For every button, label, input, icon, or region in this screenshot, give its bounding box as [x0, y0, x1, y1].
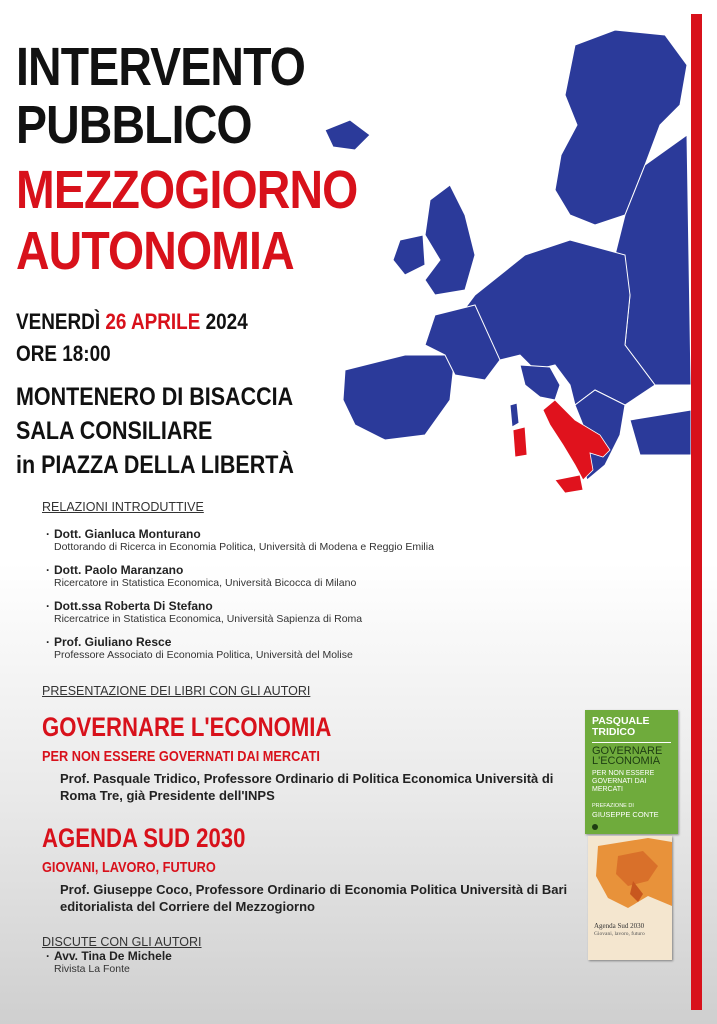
speaker-name: Dott. Gianluca Monturano: [54, 527, 201, 541]
title-line-2: PUBBLICO: [16, 95, 252, 155]
cover1-preface-label: PREFAZIONE DI: [592, 803, 634, 809]
europe-map: [325, 25, 691, 495]
book-2-subtitle: GIOVANI, LAVORO, FUTURO: [42, 859, 216, 876]
book-1-subtitle: PER NON ESSERE GOVERNATI DAI MERCATI: [42, 748, 320, 765]
speaker-desc: Ricercatrice in Statistica Economica, Università Sapienza di Roma: [54, 613, 363, 625]
event-venue: SALA CONSILIARE: [16, 417, 213, 445]
cover1-title: GOVERNARE L'ECONOMIA: [592, 745, 663, 767]
red-vertical-bar: [691, 14, 702, 1010]
speaker-name: Dott. Paolo Maranzano: [54, 563, 184, 577]
cover2-title: Agenda Sud 2030: [594, 922, 645, 930]
publisher-logo-icon: [592, 824, 598, 830]
map-turkey: [630, 410, 691, 455]
discussant-item: · Avv. Tina De Michele Rivista La Fonte: [46, 949, 172, 975]
event-city: MONTENERO DI BISACCIA: [16, 383, 294, 411]
cover1-subtitle: PER NON ESSERE GOVERNATI DAI MERCATI: [592, 770, 655, 793]
book-1-title: GOVERNARE L'ECONOMIA: [42, 712, 332, 742]
speaker-name: Prof. Giuliano Resce: [54, 635, 172, 649]
title-line-1: INTERVENTO: [16, 37, 306, 97]
relazioni-heading: RELAZIONI INTRODUTTIVE: [42, 500, 204, 514]
cover2-subtitle: Giovani, lavoro, futuro: [594, 931, 645, 937]
cover1-divider: [592, 742, 671, 743]
cover1-author: PASQUALE TRIDICO: [592, 715, 650, 738]
speaker-desc: Professore Associato di Economia Politica, Università del Molise: [54, 649, 353, 661]
book-2-title: AGENDA SUD 2030: [42, 823, 246, 853]
speaker-name: Dott.ssa Roberta Di Stefano: [54, 599, 213, 613]
book-1-author: Prof. Pasquale Tridico, Professore Ordinario di Politica Economica Università di Roma Tre, già Presidente dell'INPS: [60, 771, 554, 803]
speaker-item: · Dott.ssa Roberta Di Stefano Ricercatrice in Statistica Economica, Università Sapienza di Roma: [46, 599, 363, 625]
title-line-3: MEZZOGIORNO: [16, 160, 358, 220]
speaker-desc: Dottorando di Ricerca in Economia Politica, Università di Modena e Reggio Emilia: [54, 541, 434, 553]
map-iceland: [325, 120, 370, 150]
book-cover-governare: [585, 710, 678, 834]
event-place: [16, 380, 294, 482]
book-2-author: Prof. Giuseppe Coco, Professore Ordinario di Economia Politica Università di Bari editorialista del Corriere del Mezzogiorno: [60, 882, 568, 914]
map-iberia: [343, 355, 455, 440]
map-britain: [425, 185, 475, 295]
cover1-preface-name: GIUSEPPE CONTE: [592, 810, 659, 819]
map-sicily: [555, 475, 583, 493]
discussant-heading: DISCUTE CON GLI AUTORI: [42, 935, 202, 949]
speaker-desc: Ricercatore in Statistica Economica, Università Bicocca di Milano: [54, 577, 357, 589]
event-square: in PIAZZA DELLA LIBERTÀ: [16, 451, 294, 479]
map-ireland: [393, 235, 425, 275]
book-cover-agenda-sud: [588, 836, 672, 960]
title-line-4: AUTONOMIA: [16, 221, 294, 281]
map-corsica: [510, 403, 519, 427]
cover2-map-icon: [588, 836, 672, 916]
event-day: VENERDÌ: [16, 309, 101, 334]
map-sardinia: [513, 427, 527, 457]
speaker-item: · Dott. Gianluca Monturano Dottorando di Ricerca in Economia Politica, Università di Modena e Reggio Emilia: [46, 527, 434, 553]
event-date: [16, 306, 248, 370]
speaker-item: · Dott. Paolo Maranzano Ricercatore in Statistica Economica, Università Bicocca di Milano: [46, 563, 357, 589]
map-north-italy: [520, 365, 560, 400]
presentazione-heading: PRESENTAZIONE DEI LIBRI CON GLI AUTORI: [42, 684, 311, 698]
speaker-item: · Prof. Giuliano Resce Professore Associato di Economia Politica, Università del Molise: [46, 635, 353, 661]
discussant-name: Avv. Tina De Michele: [54, 949, 172, 963]
event-day-month: 26 APRILE: [105, 309, 201, 334]
event-time: ORE 18:00: [16, 341, 111, 366]
event-year: 2024: [205, 309, 248, 334]
discussant-desc: Rivista La Fonte: [54, 963, 130, 975]
